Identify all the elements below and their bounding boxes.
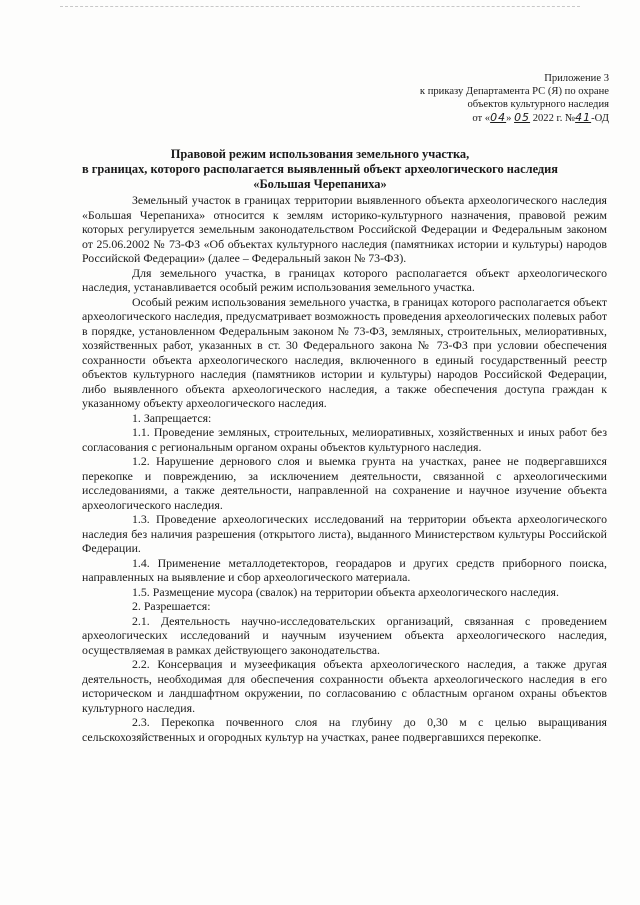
date-suffix: -ОД — [591, 113, 609, 124]
section-allowed: 2. Разрешается: — [132, 599, 211, 613]
date-month: 05 — [514, 111, 531, 124]
paragraph-regime-details: Особый режим использования земельного участка, в границах которого располагается объект археологического наследия, предусматривает возможность проведения археологических полевых работ в порядке, установленном Федеральным законом № 73-ФЗ, земляных, строительных, мелиоративных, хозяйственных работ, указанных в ст. 30 Федерального закона № 73-ФЗ при условии обеспечения сохранности объекта археологического наследия, включенного в единый государственный реестр объектов культурного наследия (памятников истории и культуры) народов Российской Федерации, либо выявленного объекта археологического наследия, а также обеспечения доступа граждан к указанному объекту археологического наследия. — [82, 294, 607, 410]
title-line-3: «Большая Черепаниха» — [253, 177, 387, 191]
title-line-1: Правовой режим использования земельного участка, — [170, 147, 470, 161]
paragraph-special-regime: Для земельного участка, в границах которого располагается объект археологического наследия, устанавливается особый режим использования земельного участка. — [82, 265, 607, 294]
document-body — [82, 193, 607, 744]
appendix-number: Приложение 3 — [544, 73, 609, 84]
item-1-4: 1.4. Применение металлодетекторов, георадаров и других средств приборного поиска, направленных на выявление и сбор археологического материала. — [82, 555, 607, 584]
order-number: 41 — [575, 111, 592, 124]
appendix-date-line — [420, 111, 609, 125]
item-1-3: 1.3. Проведение археологических исследований на территории объекта археологического наследия без наличия разрешения (открытого листа), выданного Министерством культуры Российской Федерации. — [82, 512, 607, 555]
appendix-department: объектов культурного наследия — [467, 99, 609, 110]
scan-artifact-line — [60, 6, 580, 7]
date-prefix: от « — [472, 113, 491, 124]
item-2-3: 2.3. Перекопка почвенного слоя на глубину до 0,30 м с целью выращивания сельскохозяйственных и огородных культур на участках, ранее подвергавшихся перекопке. — [82, 715, 607, 744]
date-mid: » — [506, 113, 515, 124]
title-line-2: в границах, которого располагается выявленный объект археологического наследия — [81, 162, 559, 176]
paragraph-intro: Земельный участок в границах территории выявленного объекта археологического наследия «Большая Черепаниха» относится к землям историко-культурного назначения, правовой режим которых регулируется земельным законодательством Российской Федерации и Федеральным законом от 25.06.2002 № 73-ФЗ «Об объектах культурного наследия (памятниках истории и культуры) народов Российской Федерации» (далее – Федеральный закон № 73-ФЗ). — [82, 193, 607, 265]
item-2-1: 2.1. Деятельность научно-исследовательских организаций, связанная с проведением археологических исследований и научным изучением объекта археологического наследия, осуществляемая в рамках действующего законодательства. — [82, 613, 607, 657]
appendix-order-ref: к приказу Департамента РС (Я) по охране — [419, 86, 609, 97]
appendix-header — [420, 72, 609, 125]
section-prohibited: 1. Запрещается: — [132, 410, 212, 425]
item-1-5: 1.5. Размещение мусора (свалок) на территории объекта археологического наследия. — [132, 584, 559, 599]
date-day: 04 — [490, 111, 507, 124]
item-1-1: 1.1. Проведение земляных, строительных, мелиоративных, хозяйственных и иных работ без согласования с региональным органом охраны объектов культурного наследия. — [82, 425, 607, 454]
item-2-2: 2.2. Консервация и музеефикация объекта археологического наследия, а также другая деятельность, необходимая для обеспечения сохранности объекта археологического наследия в его историческом и ландшафтном окружении, по согласованию с областным органом охраны объектов культурного наследия. — [82, 657, 607, 715]
item-1-2: 1.2. Нарушение дернового слоя и выемка грунта на участках, ранее не подвергавшихся перекопке и повреждению, за исключением деятельности, связанной с археологическими исследованиями, а также деятельности, направленной на сохранение и научное изучение объекта археологического наследия. — [82, 454, 607, 512]
date-year: 2022 г. № — [530, 113, 576, 124]
document-title — [60, 147, 580, 192]
